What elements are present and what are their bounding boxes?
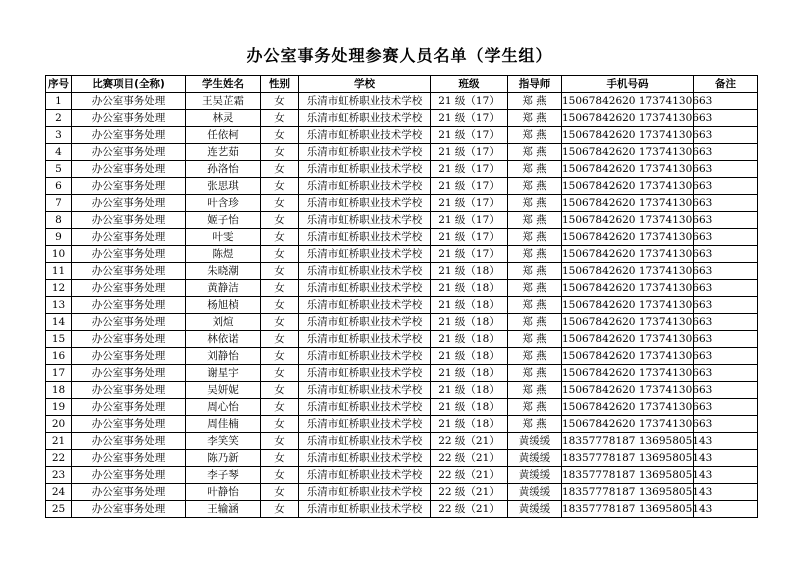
table-row	[46, 314, 758, 331]
cell-phone: 15067842620 17374130663	[562, 280, 694, 297]
cell-event: 办公室事务处理	[72, 297, 186, 314]
cell-class: 21 级（18）	[431, 280, 508, 297]
cell-school: 乐清市虹桥职业技术学校	[299, 195, 431, 212]
cell-class: 21 级（17）	[431, 110, 508, 127]
cell-teacher: 郑 燕	[508, 144, 562, 161]
cell-class: 21 级（17）	[431, 212, 508, 229]
table-row	[46, 297, 758, 314]
cell-event: 办公室事务处理	[72, 365, 186, 382]
cell-gender: 女	[261, 280, 299, 297]
cell-student-name: 孙洛怡	[186, 161, 261, 178]
cell-teacher: 郑 燕	[508, 229, 562, 246]
cell-student-name: 任依柯	[186, 127, 261, 144]
cell-event: 办公室事务处理	[72, 314, 186, 331]
table-row	[46, 331, 758, 348]
cell-teacher: 郑 燕	[508, 178, 562, 195]
cell-school: 乐清市虹桥职业技术学校	[299, 178, 431, 195]
cell-no: 17	[46, 365, 72, 382]
cell-school: 乐清市虹桥职业技术学校	[299, 348, 431, 365]
cell-no: 21	[46, 433, 72, 450]
cell-teacher: 郑 燕	[508, 399, 562, 416]
cell-no: 11	[46, 263, 72, 280]
cell-class: 21 级（18）	[431, 331, 508, 348]
cell-event: 办公室事务处理	[72, 484, 186, 501]
cell-event: 办公室事务处理	[72, 195, 186, 212]
cell-student-name: 周佳楠	[186, 416, 261, 433]
cell-phone: 15067842620 17374130663	[562, 144, 694, 161]
cell-event: 办公室事务处理	[72, 246, 186, 263]
header-cell-teacher: 指导师	[508, 76, 562, 93]
cell-student-name: 林灵	[186, 110, 261, 127]
cell-school: 乐清市虹桥职业技术学校	[299, 467, 431, 484]
cell-no: 6	[46, 178, 72, 195]
cell-teacher: 郑 燕	[508, 348, 562, 365]
cell-school: 乐清市虹桥职业技术学校	[299, 161, 431, 178]
cell-school: 乐清市虹桥职业技术学校	[299, 331, 431, 348]
cell-teacher: 郑 燕	[508, 297, 562, 314]
table-row	[46, 161, 758, 178]
cell-phone: 18357778187 13695805143	[562, 450, 694, 467]
cell-phone: 15067842620 17374130663	[562, 195, 694, 212]
cell-gender: 女	[261, 331, 299, 348]
header-cell-no: 序号	[46, 76, 72, 93]
cell-class: 22 级（21）	[431, 433, 508, 450]
cell-no: 12	[46, 280, 72, 297]
cell-gender: 女	[261, 467, 299, 484]
cell-event: 办公室事务处理	[72, 331, 186, 348]
cell-phone: 15067842620 17374130663	[562, 365, 694, 382]
cell-student-name: 王吴芷霜	[186, 93, 261, 110]
cell-gender: 女	[261, 450, 299, 467]
cell-teacher: 郑 燕	[508, 365, 562, 382]
cell-gender: 女	[261, 365, 299, 382]
cell-gender: 女	[261, 161, 299, 178]
cell-teacher: 郑 燕	[508, 212, 562, 229]
cell-teacher: 郑 燕	[508, 382, 562, 399]
cell-school: 乐清市虹桥职业技术学校	[299, 416, 431, 433]
cell-teacher: 郑 燕	[508, 246, 562, 263]
cell-student-name: 谢星宇	[186, 365, 261, 382]
header-row	[46, 76, 758, 93]
cell-student-name: 叶静怡	[186, 484, 261, 501]
cell-event: 办公室事务处理	[72, 280, 186, 297]
cell-student-name: 陈乃新	[186, 450, 261, 467]
cell-event: 办公室事务处理	[72, 144, 186, 161]
cell-class: 21 级（17）	[431, 127, 508, 144]
cell-event: 办公室事务处理	[72, 229, 186, 246]
cell-gender: 女	[261, 246, 299, 263]
cell-phone: 15067842620 17374130663	[562, 331, 694, 348]
cell-class: 22 级（21）	[431, 450, 508, 467]
cell-event: 办公室事务处理	[72, 399, 186, 416]
cell-class: 21 级（17）	[431, 246, 508, 263]
cell-event: 办公室事务处理	[72, 382, 186, 399]
table-row	[46, 484, 758, 501]
cell-class: 21 级（18）	[431, 365, 508, 382]
cell-school: 乐清市虹桥职业技术学校	[299, 246, 431, 263]
cell-teacher: 郑 燕	[508, 263, 562, 280]
cell-no: 4	[46, 144, 72, 161]
cell-no: 15	[46, 331, 72, 348]
cell-no: 5	[46, 161, 72, 178]
cell-phone: 15067842620 17374130663	[562, 161, 694, 178]
cell-class: 21 级（17）	[431, 144, 508, 161]
cell-event: 办公室事务处理	[72, 450, 186, 467]
cell-phone: 15067842620 17374130663	[562, 178, 694, 195]
cell-no: 20	[46, 416, 72, 433]
cell-school: 乐清市虹桥职业技术学校	[299, 280, 431, 297]
table-row	[46, 399, 758, 416]
cell-class: 21 级（17）	[431, 161, 508, 178]
cell-gender: 女	[261, 297, 299, 314]
table-row	[46, 382, 758, 399]
cell-school: 乐清市虹桥职业技术学校	[299, 314, 431, 331]
cell-phone: 18357778187 13695805143	[562, 467, 694, 484]
cell-gender: 女	[261, 399, 299, 416]
cell-event: 办公室事务处理	[72, 212, 186, 229]
table-row	[46, 144, 758, 161]
cell-school: 乐清市虹桥职业技术学校	[299, 399, 431, 416]
cell-class: 21 级（18）	[431, 348, 508, 365]
table-row	[46, 110, 758, 127]
cell-no: 10	[46, 246, 72, 263]
cell-no: 9	[46, 229, 72, 246]
table-body	[46, 93, 758, 518]
cell-school: 乐清市虹桥职业技术学校	[299, 127, 431, 144]
cell-school: 乐清市虹桥职业技术学校	[299, 450, 431, 467]
header-cell-gender: 性别	[261, 76, 299, 93]
cell-phone: 15067842620 17374130663	[562, 229, 694, 246]
cell-teacher: 郑 燕	[508, 195, 562, 212]
table-row	[46, 229, 758, 246]
header-cell-school: 学校	[299, 76, 431, 93]
cell-event: 办公室事务处理	[72, 467, 186, 484]
cell-no: 16	[46, 348, 72, 365]
cell-gender: 女	[261, 110, 299, 127]
cell-phone: 15067842620 17374130663	[562, 263, 694, 280]
cell-no: 14	[46, 314, 72, 331]
table-row	[46, 127, 758, 144]
cell-class: 22 级（21）	[431, 467, 508, 484]
cell-gender: 女	[261, 195, 299, 212]
cell-phone: 15067842620 17374130663	[562, 314, 694, 331]
cell-teacher: 郑 燕	[508, 331, 562, 348]
cell-teacher: 郑 燕	[508, 93, 562, 110]
cell-teacher: 黄缓缓	[508, 501, 562, 518]
cell-gender: 女	[261, 263, 299, 280]
table-row	[46, 433, 758, 450]
table-row	[46, 246, 758, 263]
cell-event: 办公室事务处理	[72, 178, 186, 195]
cell-class: 21 级（18）	[431, 314, 508, 331]
cell-teacher: 郑 燕	[508, 280, 562, 297]
cell-class: 21 级（18）	[431, 297, 508, 314]
page-title: 办公室事务处理参赛人员名单（学生组）	[246, 46, 553, 65]
cell-student-name: 叶雯	[186, 229, 261, 246]
cell-no: 1	[46, 93, 72, 110]
cell-school: 乐清市虹桥职业技术学校	[299, 110, 431, 127]
cell-no: 8	[46, 212, 72, 229]
cell-class: 21 级（18）	[431, 382, 508, 399]
cell-school: 乐清市虹桥职业技术学校	[299, 229, 431, 246]
cell-no: 24	[46, 484, 72, 501]
table-row	[46, 467, 758, 484]
table-row	[46, 178, 758, 195]
cell-class: 21 级（17）	[431, 229, 508, 246]
cell-no: 25	[46, 501, 72, 518]
cell-teacher: 郑 燕	[508, 110, 562, 127]
cell-teacher: 郑 燕	[508, 314, 562, 331]
header-cell-event: 比赛项目(全称)	[72, 76, 186, 93]
cell-gender: 女	[261, 416, 299, 433]
cell-student-name: 李子琴	[186, 467, 261, 484]
cell-school: 乐清市虹桥职业技术学校	[299, 263, 431, 280]
cell-class: 22 级（21）	[431, 484, 508, 501]
cell-event: 办公室事务处理	[72, 263, 186, 280]
cell-gender: 女	[261, 484, 299, 501]
cell-phone: 18357778187 13695805143	[562, 484, 694, 501]
cell-phone: 15067842620 17374130663	[562, 297, 694, 314]
cell-gender: 女	[261, 314, 299, 331]
cell-gender: 女	[261, 501, 299, 518]
table-row	[46, 212, 758, 229]
cell-phone: 15067842620 17374130663	[562, 348, 694, 365]
cell-no: 22	[46, 450, 72, 467]
cell-student-name: 吴妍妮	[186, 382, 261, 399]
cell-gender: 女	[261, 212, 299, 229]
cell-student-name: 王输涵	[186, 501, 261, 518]
cell-event: 办公室事务处理	[72, 110, 186, 127]
cell-student-name: 连艺茹	[186, 144, 261, 161]
cell-event: 办公室事务处理	[72, 501, 186, 518]
cell-no: 2	[46, 110, 72, 127]
cell-school: 乐清市虹桥职业技术学校	[299, 93, 431, 110]
cell-school: 乐清市虹桥职业技术学校	[299, 501, 431, 518]
cell-class: 22 级（21）	[431, 501, 508, 518]
cell-teacher: 郑 燕	[508, 416, 562, 433]
cell-student-name: 刘静怡	[186, 348, 261, 365]
cell-event: 办公室事务处理	[72, 93, 186, 110]
cell-student-name: 朱晓潮	[186, 263, 261, 280]
cell-school: 乐清市虹桥职业技术学校	[299, 433, 431, 450]
cell-student-name: 姬子怡	[186, 212, 261, 229]
cell-class: 21 级（18）	[431, 263, 508, 280]
cell-teacher: 黄缓缓	[508, 484, 562, 501]
table-row	[46, 416, 758, 433]
table-row	[46, 195, 758, 212]
cell-gender: 女	[261, 433, 299, 450]
cell-no: 7	[46, 195, 72, 212]
cell-gender: 女	[261, 382, 299, 399]
cell-class: 21 级（18）	[431, 416, 508, 433]
cell-school: 乐清市虹桥职业技术学校	[299, 365, 431, 382]
cell-phone: 15067842620 17374130663	[562, 110, 694, 127]
cell-gender: 女	[261, 144, 299, 161]
table-row	[46, 93, 758, 110]
cell-event: 办公室事务处理	[72, 348, 186, 365]
cell-gender: 女	[261, 229, 299, 246]
table-row	[46, 501, 758, 518]
cell-school: 乐清市虹桥职业技术学校	[299, 212, 431, 229]
cell-student-name: 杨旭楨	[186, 297, 261, 314]
table-row	[46, 450, 758, 467]
cell-teacher: 黄缓缓	[508, 450, 562, 467]
cell-no: 13	[46, 297, 72, 314]
cell-gender: 女	[261, 127, 299, 144]
cell-no: 3	[46, 127, 72, 144]
cell-class: 21 级（17）	[431, 93, 508, 110]
table-row	[46, 280, 758, 297]
cell-phone: 15067842620 17374130663	[562, 416, 694, 433]
cell-student-name: 刘煊	[186, 314, 261, 331]
cell-student-name: 叶含珍	[186, 195, 261, 212]
cell-phone: 15067842620 17374130663	[562, 127, 694, 144]
cell-teacher: 黄缓缓	[508, 433, 562, 450]
cell-gender: 女	[261, 178, 299, 195]
header-cell-name: 学生姓名	[186, 76, 261, 93]
cell-phone: 15067842620 17374130663	[562, 246, 694, 263]
cell-gender: 女	[261, 348, 299, 365]
participant-table	[45, 75, 758, 518]
table-row	[46, 348, 758, 365]
cell-school: 乐清市虹桥职业技术学校	[299, 297, 431, 314]
cell-no: 19	[46, 399, 72, 416]
cell-teacher: 黄缓缓	[508, 467, 562, 484]
cell-student-name: 林依诺	[186, 331, 261, 348]
cell-student-name: 陈煜	[186, 246, 261, 263]
cell-student-name: 李笑笑	[186, 433, 261, 450]
cell-class: 21 级（17）	[431, 195, 508, 212]
cell-class: 21 级（17）	[431, 178, 508, 195]
header-cell-class: 班级	[431, 76, 508, 93]
cell-event: 办公室事务处理	[72, 433, 186, 450]
cell-gender: 女	[261, 93, 299, 110]
cell-student-name: 周心怡	[186, 399, 261, 416]
cell-school: 乐清市虹桥职业技术学校	[299, 144, 431, 161]
cell-phone: 15067842620 17374130663	[562, 399, 694, 416]
table-row	[46, 365, 758, 382]
header-cell-note: 备注	[694, 76, 758, 93]
cell-no: 18	[46, 382, 72, 399]
cell-teacher: 郑 燕	[508, 161, 562, 178]
header-cell-phone: 手机号码	[562, 76, 694, 93]
cell-student-name: 黄静洁	[186, 280, 261, 297]
cell-teacher: 郑 燕	[508, 127, 562, 144]
cell-event: 办公室事务处理	[72, 161, 186, 178]
cell-phone: 18357778187 13695805143	[562, 501, 694, 518]
cell-school: 乐清市虹桥职业技术学校	[299, 484, 431, 501]
cell-school: 乐清市虹桥职业技术学校	[299, 382, 431, 399]
cell-phone: 15067842620 17374130663	[562, 382, 694, 399]
table-row	[46, 263, 758, 280]
cell-phone: 15067842620 17374130663	[562, 93, 694, 110]
cell-phone: 18357778187 13695805143	[562, 433, 694, 450]
cell-phone: 15067842620 17374130663	[562, 212, 694, 229]
cell-student-name: 张思琪	[186, 178, 261, 195]
cell-class: 21 级（18）	[431, 399, 508, 416]
cell-event: 办公室事务处理	[72, 127, 186, 144]
cell-no: 23	[46, 467, 72, 484]
cell-event: 办公室事务处理	[72, 416, 186, 433]
